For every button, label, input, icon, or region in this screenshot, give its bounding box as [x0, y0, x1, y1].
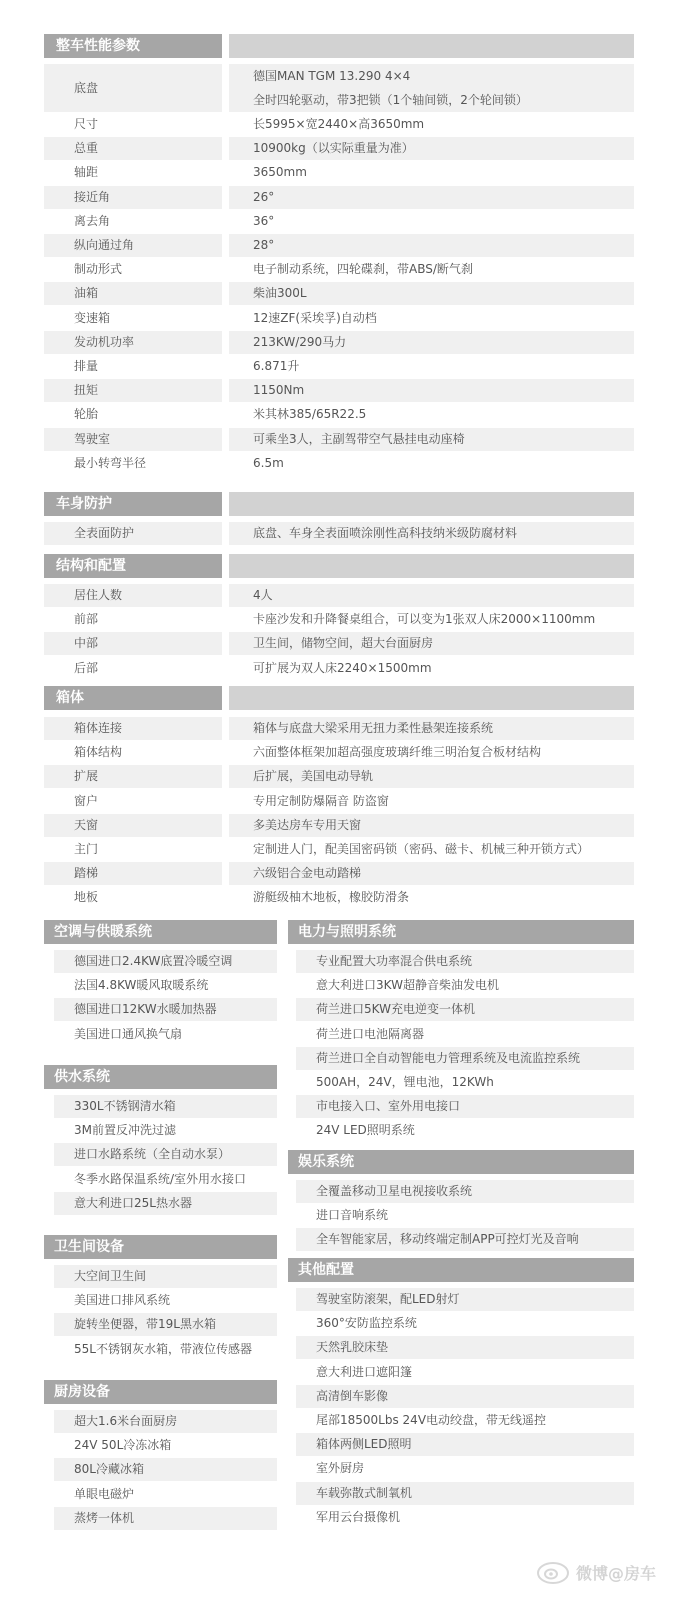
spec-value: 米其林385/65R22.5 [253, 407, 367, 422]
spec-label: 总重 [44, 137, 222, 160]
list-item: 室外厨房 [316, 1461, 365, 1476]
spec-value: 26° [229, 186, 634, 209]
list-item: 德国进口2.4KW底置冷暖空调 [54, 950, 277, 973]
weibo-logo-icon [536, 1559, 570, 1585]
section-header-bar-body_protection [229, 492, 634, 516]
spec-value: 游艇级柚木地板，橡胶防滑条 [253, 890, 410, 905]
list-item: 单眼电磁炉 [74, 1486, 135, 1501]
spec-value: 后扩展，美国电动导轨 [229, 765, 634, 788]
spec-value: 3650mm [253, 165, 307, 180]
spec-label: 接近角 [44, 186, 222, 209]
list-item: 意大利进口25L热水器 [54, 1192, 277, 1215]
spec-label-chassis: 底盘 [44, 64, 222, 112]
list-item: 500AH，24V，锂电池，12KWh [316, 1075, 494, 1089]
list-item: 德国进口12KW水暖加热器 [54, 998, 277, 1021]
spec-label: 全表面防护 [44, 522, 222, 545]
list-item: 超大1.6米台面厨房 [54, 1410, 277, 1433]
spec-label: 纵向通过角 [44, 234, 222, 257]
section-header-power: 电力与照明系统 [288, 920, 634, 944]
spec-label: 发动机功率 [44, 331, 222, 354]
list-item: 车载弥散式制氧机 [296, 1482, 634, 1505]
list-item: 驾驶室防滚架，配LED射灯 [296, 1288, 634, 1311]
spec-value: 卫生间，储物空间，超大台面厨房 [229, 632, 634, 655]
spec-label: 尺寸 [74, 117, 99, 131]
list-item: 旋转坐便器，带19L黑水箱 [54, 1313, 277, 1336]
section-header-other: 其他配置 [288, 1258, 634, 1282]
spec-value: 六面整体框架加超高强度玻璃纤维三明治复合板材结构 [253, 745, 542, 760]
spec-label: 油箱 [44, 282, 222, 305]
spec-label: 最小转弯半径 [74, 455, 147, 470]
spec-value: 卡座沙发和升降餐桌组合，可以变为1张双人床2000×1100mm [253, 612, 596, 627]
list-item: 专业配置大功率混合供电系统 [296, 950, 634, 973]
section-header-kitchen: 厨房设备 [44, 1380, 277, 1404]
spec-value: 4人 [229, 584, 634, 607]
section-header-bathroom: 卫生间设备 [44, 1235, 277, 1259]
section-header-performance: 整车性能参数 [44, 34, 222, 58]
list-item: 330L不锈钢清水箱 [54, 1095, 277, 1118]
spec-value: 可扩展为双人床2240×1500mm [253, 660, 432, 675]
spec-value: 10900kg（以实际重量为准） [229, 137, 634, 160]
spec-value: 定制进人门，配美国密码锁（密码、磁卡、机械三种开锁方式） [253, 842, 590, 856]
spec-label: 制动形式 [74, 262, 123, 277]
spec-label: 中部 [44, 632, 222, 655]
list-item: 蒸烤一体机 [54, 1507, 277, 1530]
spec-value: 36° [253, 213, 275, 228]
list-item: 美国进口通风换气扇 [74, 1026, 183, 1041]
spec-value: 专用定制防爆隔音 防盗窗 [253, 793, 389, 808]
spec-value: 多美达房车专用天窗 [229, 814, 634, 837]
list-item: 冬季水路保温系统/室外用水接口 [74, 1171, 247, 1186]
spec-label: 窗户 [74, 793, 99, 808]
list-item: 高清倒车影像 [296, 1385, 634, 1408]
section-header-bar-structure [229, 554, 634, 578]
spec-label: 驾驶室 [44, 428, 222, 451]
list-item: 尾部18500Lbs 24V电动绞盘，带无线遥控 [316, 1413, 547, 1427]
spec-label: 排量 [74, 359, 99, 373]
spec-label: 轮胎 [74, 407, 99, 422]
spec-label: 主门 [74, 842, 99, 856]
spec-label: 扩展 [44, 765, 222, 788]
spec-value-chassis-line1: 德国MAN TGM 13.290 4×4 [229, 64, 634, 88]
spec-label: 地板 [74, 890, 99, 905]
spec-value: 底盘、车身全表面喷涂刚性高科技纳米级防腐材料 [229, 522, 634, 545]
section-header-entertainment: 娱乐系统 [288, 1150, 634, 1174]
list-item: 360°安防监控系统 [316, 1316, 417, 1331]
list-item: 意大利进口3KW超静音柴油发电机 [316, 978, 499, 993]
list-item: 大空间卫生间 [54, 1265, 277, 1288]
spec-value: 六级铝合金电动踏梯 [229, 862, 634, 885]
watermark-text: 微博@房车 [576, 1563, 657, 1583]
spec-value: 电子制动系统，四轮碟刹，带ABS/断气刹 [253, 262, 473, 277]
spec-value: 箱体与底盘大梁采用无扭力柔性悬架连接系统 [229, 717, 634, 740]
list-item: 全车智能家居，移动终端定制APP可控灯光及音响 [296, 1228, 634, 1251]
spec-label: 变速箱 [74, 310, 111, 325]
section-header-body_protection: 车身防护 [44, 492, 222, 516]
list-item: 天然乳胶床垫 [296, 1336, 634, 1359]
spec-label: 居住人数 [44, 584, 222, 607]
list-item: 意大利进口遮阳篷 [316, 1364, 413, 1379]
list-item: 荷兰进口5KW充电逆变一体机 [296, 998, 634, 1021]
list-item: 进口水路系统（全自动水泵） [54, 1143, 277, 1166]
spec-value: 6.871升 [253, 359, 300, 373]
spec-value: 12速ZF(采埃孚)自动档 [253, 310, 377, 325]
spec-label: 前部 [74, 612, 99, 627]
spec-value: 可乘坐3人，主副驾带空气悬挂电动座椅 [229, 428, 634, 451]
spec-label: 后部 [74, 660, 99, 675]
section-header-cabin: 箱体 [44, 686, 222, 710]
spec-value: 长5995×宽2440×高3650mm [253, 117, 425, 131]
list-item: 箱体两侧LED照明 [296, 1433, 634, 1456]
spec-label: 箱体结构 [74, 745, 123, 760]
list-item: 法国4.8KW暖风取暖系统 [74, 978, 209, 993]
spec-value: 6.5m [253, 455, 284, 470]
list-item: 24V 50L冷冻冰箱 [74, 1438, 172, 1453]
spec-value: 柴油300L [229, 282, 634, 305]
list-item: 80L冷藏冰箱 [54, 1458, 277, 1481]
section-header-hvac: 空调与供暖系统 [44, 920, 277, 944]
spec-value: 1150Nm [229, 379, 634, 402]
spec-value: 213KW/290马力 [229, 331, 634, 354]
list-item: 美国进口排风系统 [74, 1293, 171, 1308]
spec-value: 28° [229, 234, 634, 257]
spec-label: 天窗 [44, 814, 222, 837]
section-header-structure: 结构和配置 [44, 554, 222, 578]
list-item: 进口音响系统 [316, 1208, 389, 1223]
section-header-bar-performance [229, 34, 634, 58]
list-item: 荷兰进口电池隔离器 [316, 1026, 425, 1041]
list-item: 3M前置反冲洗过滤 [74, 1123, 176, 1138]
spec-label: 离去角 [74, 213, 111, 228]
watermark [536, 1552, 686, 1592]
list-item: 军用云台摄像机 [316, 1509, 401, 1524]
list-item: 55L不锈钢灰水箱，带液位传感器 [74, 1341, 252, 1356]
list-item: 全覆盖移动卫星电视接收系统 [296, 1180, 634, 1203]
spec-label: 箱体连接 [44, 717, 222, 740]
list-item: 24V LED照明系统 [316, 1123, 415, 1138]
spec-label: 踏梯 [44, 862, 222, 885]
section-header-water: 供水系统 [44, 1065, 277, 1089]
spec-label: 扭矩 [44, 379, 222, 402]
list-item: 市电接入口、室外用电接口 [296, 1095, 634, 1118]
spec-value-chassis-line2: 全时四轮驱动，带3把锁（1个轴间锁，2个轮间锁） [229, 88, 634, 112]
spec-label: 轴距 [74, 165, 99, 180]
section-header-bar-cabin [229, 686, 634, 710]
list-item: 荷兰进口全自动智能电力管理系统及电流监控系统 [296, 1047, 634, 1070]
